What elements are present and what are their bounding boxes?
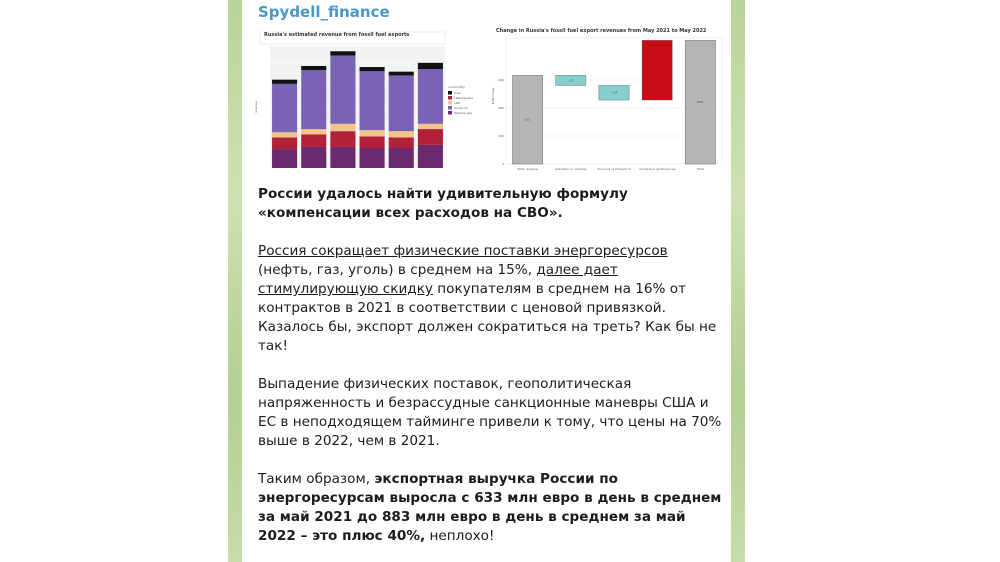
right-ytick-label: 200 [498, 134, 504, 138]
legend-title: commodity [448, 85, 465, 89]
bar-6-coal [418, 63, 443, 69]
legend-swatch-lng-pipeline [448, 96, 452, 100]
post-paragraph-3: Таким образом, экспортная выручка России по энергоресурсам выросла с 633 млн евро в день в среднем за май 2021 до 883 млн евро в день в среднем за май 2022 – это плюс 40%, неплохо! [258, 471, 722, 544]
bar-3-pipeline-gas [330, 147, 355, 168]
bar-6-crude-oil [418, 69, 443, 124]
right-ytick-label: 0 [502, 162, 504, 166]
bar-1-coal [272, 80, 297, 84]
underlined-phrase-1: Россия сокращает физические поставки энергоресурсов [258, 243, 668, 259]
bar-4-pipeline-gas [360, 148, 385, 168]
left-chart-title: Russia's estimated revenue from fossil fuel exports [264, 32, 410, 38]
bar-3-coal [330, 51, 355, 55]
bar-5-pipeline-gas [389, 148, 414, 168]
underlined-phrase-2: далее дает стимулирующую скидку [258, 262, 618, 297]
svg-text:revenue: revenue [254, 100, 258, 113]
bar-5-crude-oil [389, 75, 414, 131]
waterfall-value-label: 883 [697, 100, 704, 105]
waterfall-category-label: increase in global prices [638, 167, 676, 171]
legend-label-crude-oil: Crude oil [454, 106, 468, 110]
svg-text:EUR m/day: EUR m/day [491, 87, 495, 104]
bar-4-lng-pipeline [360, 136, 385, 148]
bar-2-crude-oil [301, 70, 326, 129]
bar-1-lng-pipeline [272, 138, 297, 150]
waterfall-category-label: 2021 revenue [517, 167, 539, 171]
right-ytick-label: 400 [498, 106, 504, 110]
bar-6-lng [418, 124, 443, 129]
waterfall-value-label: -104 [610, 90, 618, 95]
bar-6-pipeline-gas [418, 145, 443, 168]
bar-3-crude-oil [330, 55, 355, 123]
legend-label-coal: Coal [454, 91, 461, 95]
legend-swatch-coal [448, 91, 452, 95]
revenue-stacked-bar-chart [252, 28, 478, 178]
bar-5-coal [389, 72, 414, 76]
waterfall-category-label: discount vs forward m [597, 167, 631, 171]
bar-1-lng [272, 132, 297, 137]
waterfall-bar-4 [642, 40, 672, 100]
left-background-strip [228, 0, 242, 562]
legend-swatch-lng [448, 101, 452, 105]
bar-2-lng-pipeline [301, 134, 326, 147]
legend-label-lng: LNG [454, 101, 461, 105]
bar-1-crude-oil [272, 84, 297, 132]
post-paragraph-1: Россия сокращает физические поставки энергоресурсов (нефть, газ, уголь) в среднем на 15%, далее дает стимулирующую скидку покупателям в среднем на 16% от контрактов в 2021 в соответствии с ценовой привязкой. Казалось бы, экспорт должен сократиться на треть? Как бы не так! [258, 243, 717, 354]
bar-4-coal [360, 67, 385, 71]
bar-4-crude-oil [360, 71, 385, 130]
post-paragraph-2: Выпадение физических поставок, геополитическая напряженность и безрассудные санкционные маневры США и ЕС в неподходящем тайминге привели к тому, что цены на 70% выше в 2022, чем в 2021. [258, 376, 722, 449]
post-headline: России удалось найти удивительную формулу «компенсации всех расходов на СВО». [258, 186, 628, 221]
bar-1-pipeline-gas [272, 149, 297, 168]
channel-name[interactable]: Spydell_finance [258, 3, 390, 21]
bar-3-lng-pipeline [330, 131, 355, 147]
right-background-strip [731, 0, 745, 562]
bar-4-lng [360, 130, 385, 136]
post-card [242, 0, 731, 562]
bar-2-pipeline-gas [301, 147, 326, 168]
bold-conclusion: экспортная выручка России по энергоресурсам выросла с 633 млн евро в день в среднем за май 2021 до 883 млн евро в день в среднем за май 2022 – это плюс 40%, [258, 471, 722, 544]
legend-swatch-crude-oil [448, 106, 452, 110]
waterfall-category-label: Total [696, 167, 704, 171]
legend-label-pipeline-gas: Pipeline gas [454, 111, 472, 115]
right-ytick-label: 600 [498, 78, 504, 82]
bar-2-lng [301, 129, 326, 134]
right-chart-title: Change in Russia's fossil fuel export revenues from May 2021 to May 2022 [496, 28, 707, 34]
bar-2-coal [301, 66, 326, 70]
waterfall-value-label: -72 [568, 78, 574, 83]
legend-label-lng-pipeline: LNG/pipeline [454, 96, 474, 100]
legend-swatch-pipeline-gas [448, 111, 452, 115]
waterfall-category-label: reduction in volumes [555, 167, 587, 171]
revenue-change-waterfall-chart [490, 24, 726, 180]
post-text [258, 185, 726, 562]
waterfall-value-label: 633 [524, 117, 531, 122]
bar-6-lng-pipeline [418, 129, 443, 145]
bar-3-lng [330, 124, 355, 131]
bar-5-lng-pipeline [389, 138, 414, 149]
bar-5-lng [389, 131, 414, 137]
